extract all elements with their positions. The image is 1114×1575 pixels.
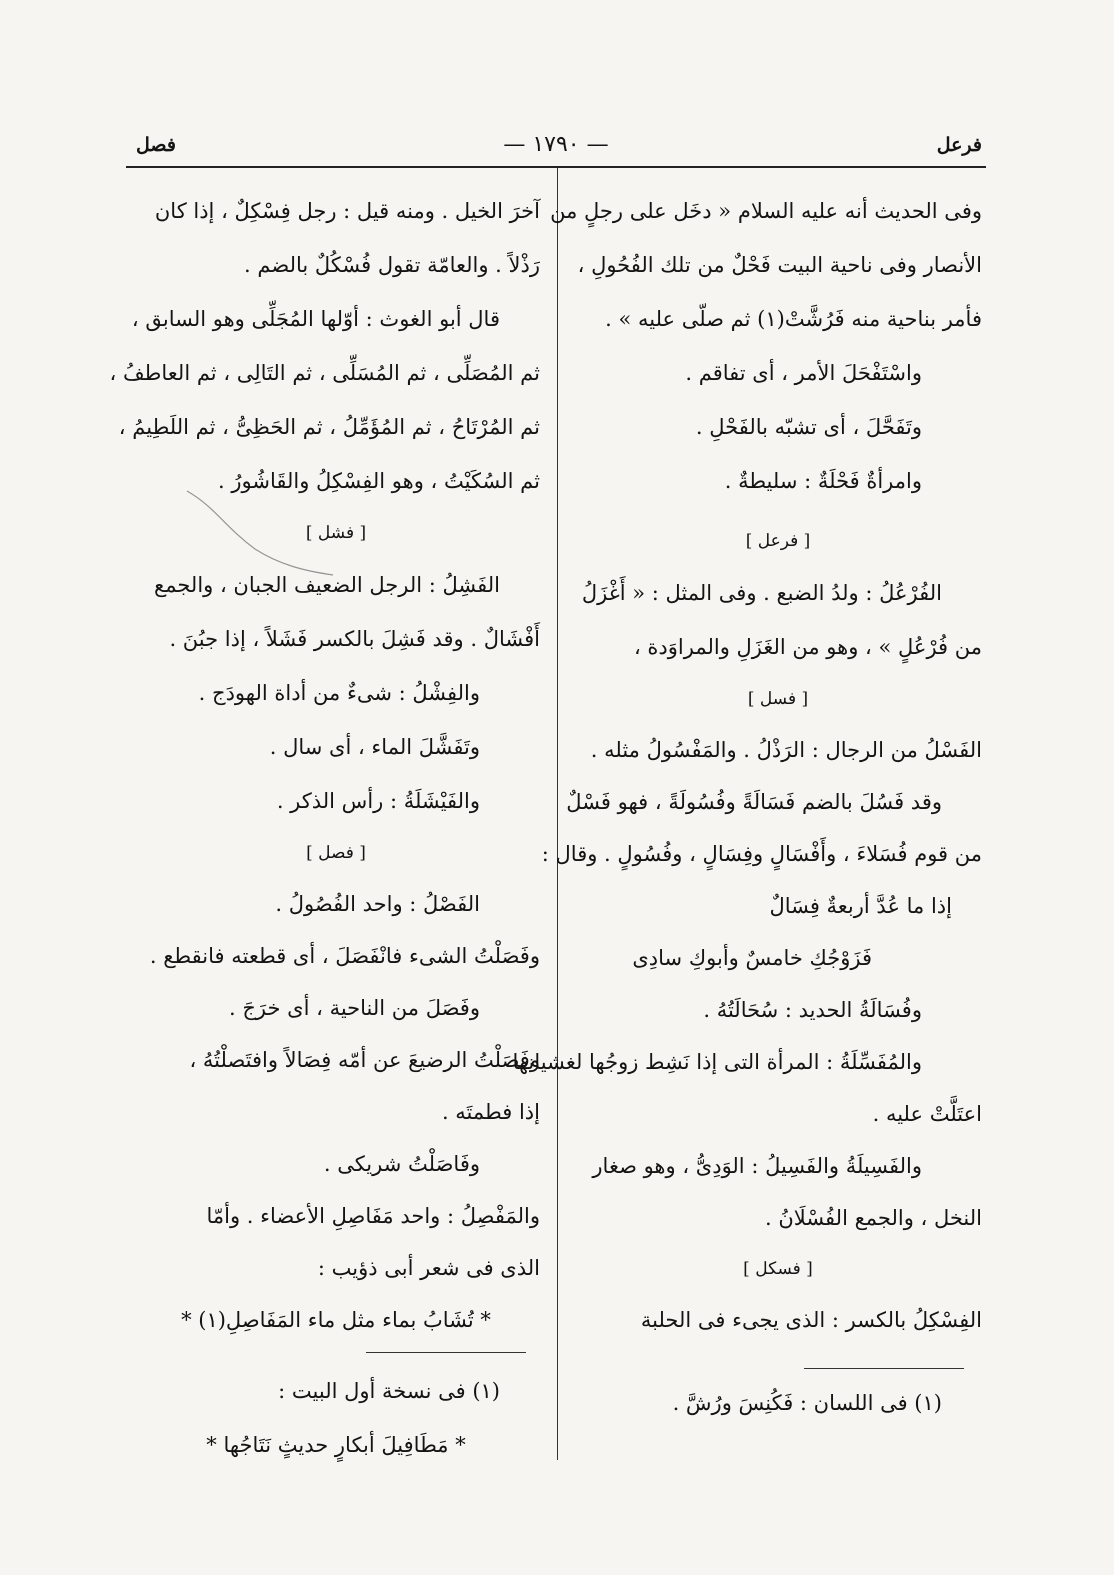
header-entry-right: فرعل <box>936 134 982 156</box>
text-line: وفَصَلْتُ الشىء فانْفَصَلَ ، أى قطعته فانقطع . <box>149 944 540 968</box>
text-line: إذا فطمتَه . <box>441 1100 540 1124</box>
text-line: ثم السُكَيْتُ ، وهو الفِسْكِلُ والقَاشُورُ . <box>218 469 540 493</box>
text-line: وفى الحديث أنه عليه السلام « دخَل على رجلٍ من <box>550 199 982 223</box>
text-line: وفُسَالَةُ الحديد : سُحَالَتُهُ . <box>703 998 922 1022</box>
page-header <box>126 128 986 168</box>
verse-line: * تُشَابُ بماء مثل ماء المَفَاصِلِ(١) * <box>181 1308 491 1332</box>
text-line: النخل ، والجمع الفُسْلَانُ . <box>765 1206 982 1230</box>
text-line: الفِسْكِلُ بالكسر : الذى يجىء فى الحلبة <box>640 1308 982 1332</box>
text-line: من فُرْعُلٍ » ، وهو من الغَزَلِ والمراوَدة ، <box>633 635 982 659</box>
text-line: الفَشِلُ : الرجل الضعيف الجبان ، والجمع <box>154 573 500 597</box>
text-line: وفَصَلَ من الناحية ، أى خرَجَ . <box>229 996 480 1020</box>
text-line: وتَفَشَّلَ الماء ، أى سال . <box>269 735 480 759</box>
text-line: وفَاصَلْتُ شريكى . <box>323 1152 480 1176</box>
text-line: والمَفْصِلُ : واحد مَفَاصِلِ الأعضاء . وأمّا <box>206 1204 540 1228</box>
text-line: الأنصار وفى ناحية البيت فَحْلٌ من تلك الفُحُولِ ، <box>577 253 982 277</box>
text-line: الفَسْلُ من الرجال : الرَذْلُ . والمَفْسُولُ مثله . <box>590 738 982 762</box>
footnote-separator <box>132 1346 540 1364</box>
text-line: أَفْشَالٌ . وقد فَشِلَ بالكسر فَشَلاً ، إذا جبُنَ . <box>169 627 540 651</box>
page-number: — ١٧٩٠ — <box>503 132 609 157</box>
text-line: والمُفَسِّلَةُ : المرأة التى إذا نَشِط زوجُها لغشيانها <box>512 1050 922 1074</box>
entry-heading: [ فشل ] <box>305 523 367 543</box>
entry-heading: [ فسكل ] <box>743 1259 813 1279</box>
verse-line: إذا ما عُدَّ أربعةٌ فِسَالٌ <box>769 894 952 918</box>
entry-heading: [ فصل ] <box>306 843 366 863</box>
text-line: واسْتَفْحَلَ الأمر ، أى تفاقم . <box>685 361 922 385</box>
text-line: اعتَلَّتْ عليه . <box>872 1102 982 1126</box>
footnote: * مَطَافِيلَ أبكارٍ حديثٍ نَتَاجُها * <box>206 1433 466 1457</box>
text-line: والفَيْشَلَةُ : رأس الذكر . <box>276 789 480 813</box>
text-line: فأمر بناحية منه فَرُشَّتْ(١) ثم صلّى عليه » . <box>605 307 982 331</box>
right-column <box>512 184 982 1430</box>
footnote: (١) فى اللسان : فَكُنِسَ ورُشَّ . <box>672 1391 942 1415</box>
column-divider <box>557 168 558 1460</box>
verse-line: فَزَوْجُكِ خامسٌ وأبوكِ سادِى <box>632 946 872 970</box>
text-line: ثم المُصَلِّى ، ثم المُسَلِّى ، ثم التَالِى ، ثم العاطفُ ، <box>109 361 540 385</box>
text-line: آخرَ الخيل . ومنه قيل : رجل فِسْكِلٌ ، إذا كان <box>154 199 540 223</box>
text-line: الفَصْلُ : واحد الفُصُولُ . <box>275 892 480 916</box>
text-line: وقد فَسُلَ بالضم فَسَالَةً وفُسُولَةً ، فهو فَسْلٌ <box>566 790 942 814</box>
text-line: وامرأةٌ فَحْلَةٌ : سليطةٌ . <box>724 469 922 493</box>
text-line: قال أبو الغوث : أوّلها المُجَلِّى وهو السابق ، <box>131 307 500 331</box>
text-line: والفَسِيلَةُ والفَسِيلُ : الوَدِىُّ ، وهو صغار <box>592 1154 922 1178</box>
text-line: الفُرْعُلُ : ولدُ الضبع . وفى المثل : « أَغْزَلُ <box>581 581 942 605</box>
text-line: رَذْلاً . والعامّة تقول فُسْكُلٌ بالضم . <box>244 253 540 277</box>
header-entry-left: فصل <box>136 134 176 156</box>
text-line: ثم المُرْتَاحُ ، ثم المُؤَمِّلُ ، ثم الحَظِىُّ ، ثم اللَطِيمُ ، <box>118 415 540 439</box>
header-rule <box>126 166 986 168</box>
text-line: الذى فى شعر أبى ذؤيب : <box>317 1256 540 1280</box>
entry-heading: [ فرعل ] <box>745 531 811 551</box>
entry-heading: [ فسل ] <box>747 689 809 709</box>
text-line: من قوم فُسَلاءَ ، وأَفْسَالٍ وفِسَالٍ ، وفُسُولٍ . وقال : <box>541 842 982 866</box>
footnote-separator <box>574 1346 982 1376</box>
left-column <box>109 184 540 1472</box>
footnote: (١) فى نسخة أول البيت : <box>278 1379 500 1403</box>
text-line: وتَفَحَّلَ ، أى تشبّه بالفَحْلِ . <box>695 415 922 439</box>
text-line: وفَصَلْتُ الرضيعَ عن أمّه فِصَالاً وافتَصلْتُهُ ، <box>189 1048 540 1072</box>
text-line: والفِشْلُ : شىءٌ من أداة الهودَج . <box>198 681 480 705</box>
